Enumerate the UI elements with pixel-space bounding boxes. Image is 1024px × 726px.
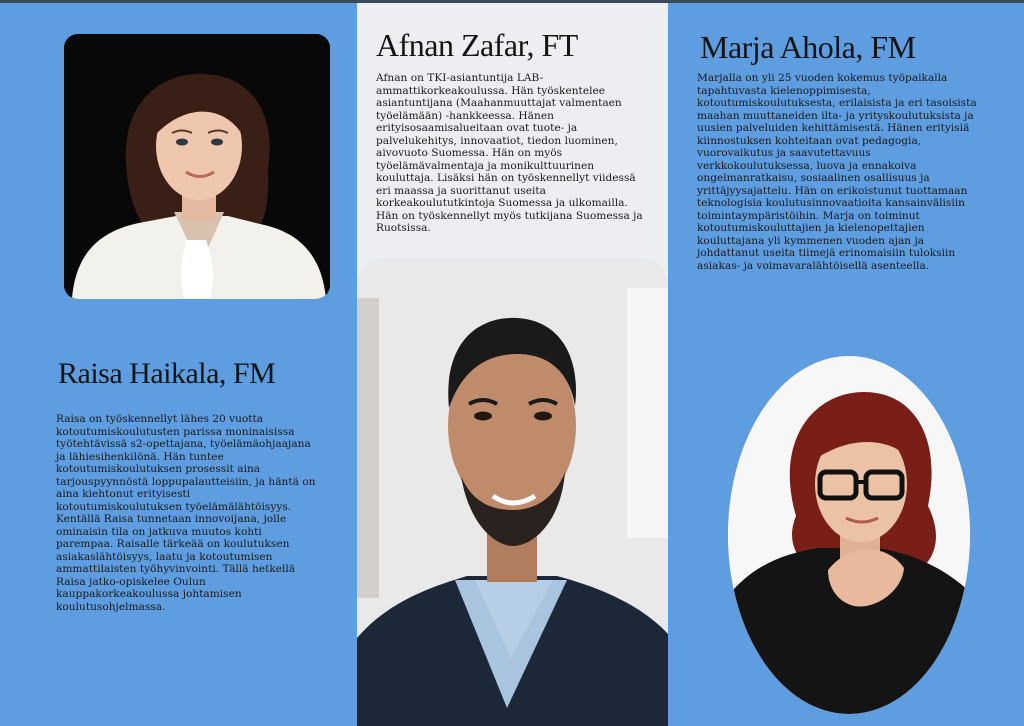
bio-afnan: Afnan on TKI-asiantuntija LAB-ammattikorkeakoulussa. Hän työskentelee asiantuntijana (Maahanmuuttajat valmentaen työelämään) -hankkeessa. Hänen erityisosaamisalueitaan ovat tuote- ja palvelukehitys, innovaatiot, tiedon luominen, aivovuoto Suomessa. Hän on myös työelämävalmentaja ja monikulttuurinen kouluttaja. Lisäksi hän on työskennellyt viidessä eri maassa ja suorittanut useita korkeakoulututkintoja Suomessa ja ulkomailla. Hän on työskennellyt myös tutkijana Suomessa ja Ruotsissa. [376, 72, 643, 234]
name-raisa: Raisa Haikala, FM [58, 357, 276, 390]
name-afnan: Afnan Zafar, FT [376, 27, 578, 63]
bio-marja: Marjalla on yli 25 vuoden kokemus työpaikalla tapahtuvasta kielenoppimisesta, kotoutumiskoulutuksesta, erilaisista ja eri tasoisista maahan muuttaneiden ilta- ja yrityskoulutuksista ja uusien palveluiden kehittämisestä. Hänen erityisiä kiinnostuksen kohteitaan ovat pedagogia, vuorovaikutus ja saavutettavuus verkkokoulutuksessa, luova ja ennakoiva ongelmanratkaisu, sosiaalinen osallisuus ja yrittäjyysajattelu. Hän on erikoistunut tuottamaan teknologisia koulutusinnovaatioita kansainvälisiin toimintaympäristöihin. Marja on toiminut kotoutumiskouluttajien ja kielenopettajien kouluttajana yli kymmenen vuoden ajan ja johdattanut useita tiimejä erinomaisiin tuloksiin asiakas- ja voimavaralähtöisellä asenteella. [697, 72, 977, 272]
name-marja: Marja Ahola, FM [700, 29, 916, 65]
portrait-afnan [357, 258, 668, 726]
portrait-marja [728, 356, 970, 714]
bio-raisa: Raisa on työskennellyt lähes 20 vuotta kotoutumiskoulutusten parissa moninaisissa työtehtävissä s2-opettajana, työelämäohjaajana ja lähiesihenkilönä. Hän tuntee kotoutumiskoulutuksen prosessit aina tarjouspyynnöstä loppupalautteisiin, ja häntä on aina kiehtonut erityisesti kotoutumiskoulutuksen työelämälähtöisyys. Kentällä Raisa tunnetaan innovoijana, jolle ominaisin tila on jatkuva muutos kohti parempaa. Raisalle tärkeää on koulutuksen asiakaslähtöisyys, laatu ja kotoutumisen ammattilaisten työhyvinvointi. Tällä hetkellä Raisa jatko-opiskelee Oulun kauppakorkeakoulussa johtamisen koulutusohjelmassa. [56, 413, 316, 613]
portrait-raisa [64, 34, 330, 299]
